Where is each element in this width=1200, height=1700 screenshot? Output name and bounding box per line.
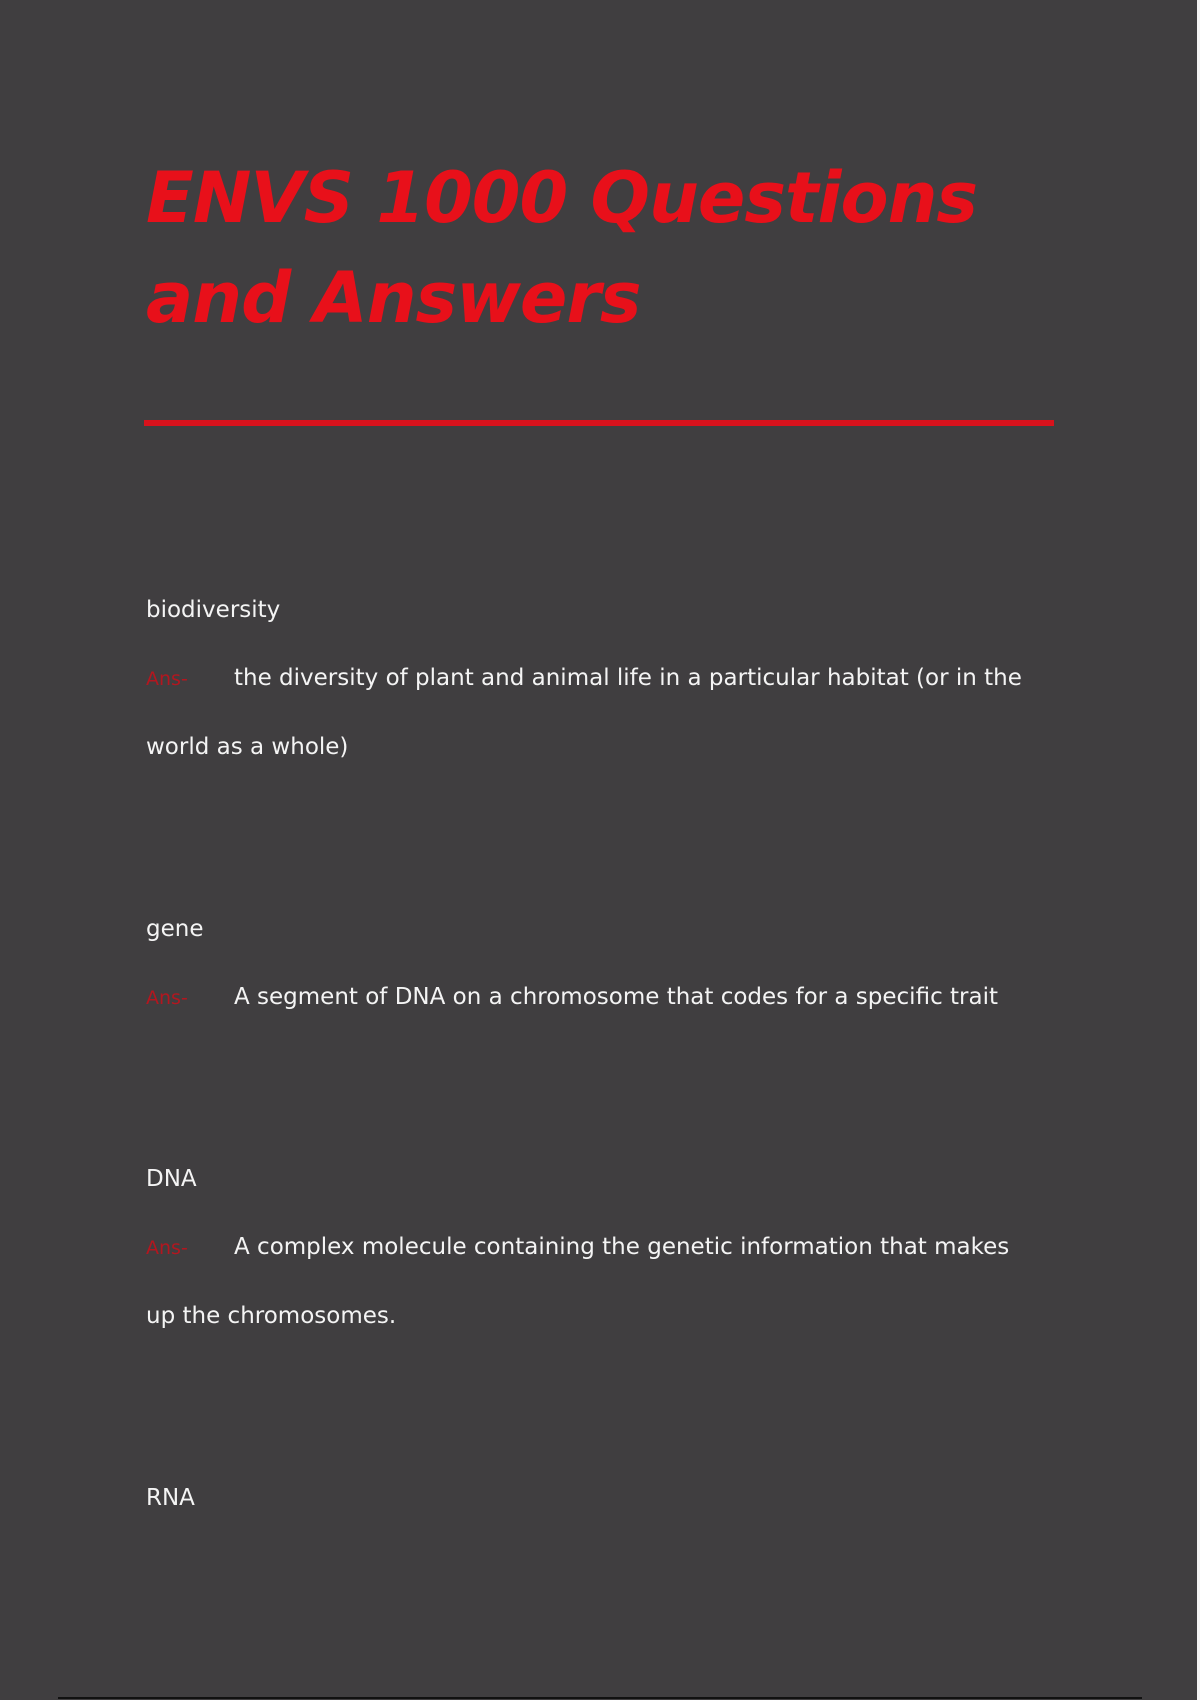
question-text: RNA — [146, 1485, 195, 1511]
answer-text-container — [146, 963, 1026, 1032]
answer-label: Ans- — [146, 1237, 188, 1259]
answer-text: A segment of DNA on a chromosome that codes for a specific trait — [234, 984, 998, 1010]
question-text: DNA — [146, 1166, 197, 1192]
question-text: biodiversity — [146, 597, 281, 623]
title-divider — [144, 420, 1054, 426]
document-title: ENVS 1000 Questions and Answers — [146, 157, 978, 339]
answer-text: A complex molecule containing the genetic information that makes up the chromosomes. — [146, 1234, 1010, 1329]
answer-text: the diversity of plant and animal life in a particular habitat (or in the world as a whole) — [146, 665, 1022, 760]
answer-text-container — [146, 644, 1026, 781]
question-text: gene — [146, 916, 204, 942]
answer-label: Ans- — [146, 987, 188, 1009]
answer-text-container — [146, 1213, 1026, 1350]
answer-label: Ans- — [146, 668, 188, 690]
page-bottom-divider — [58, 1697, 1142, 1699]
